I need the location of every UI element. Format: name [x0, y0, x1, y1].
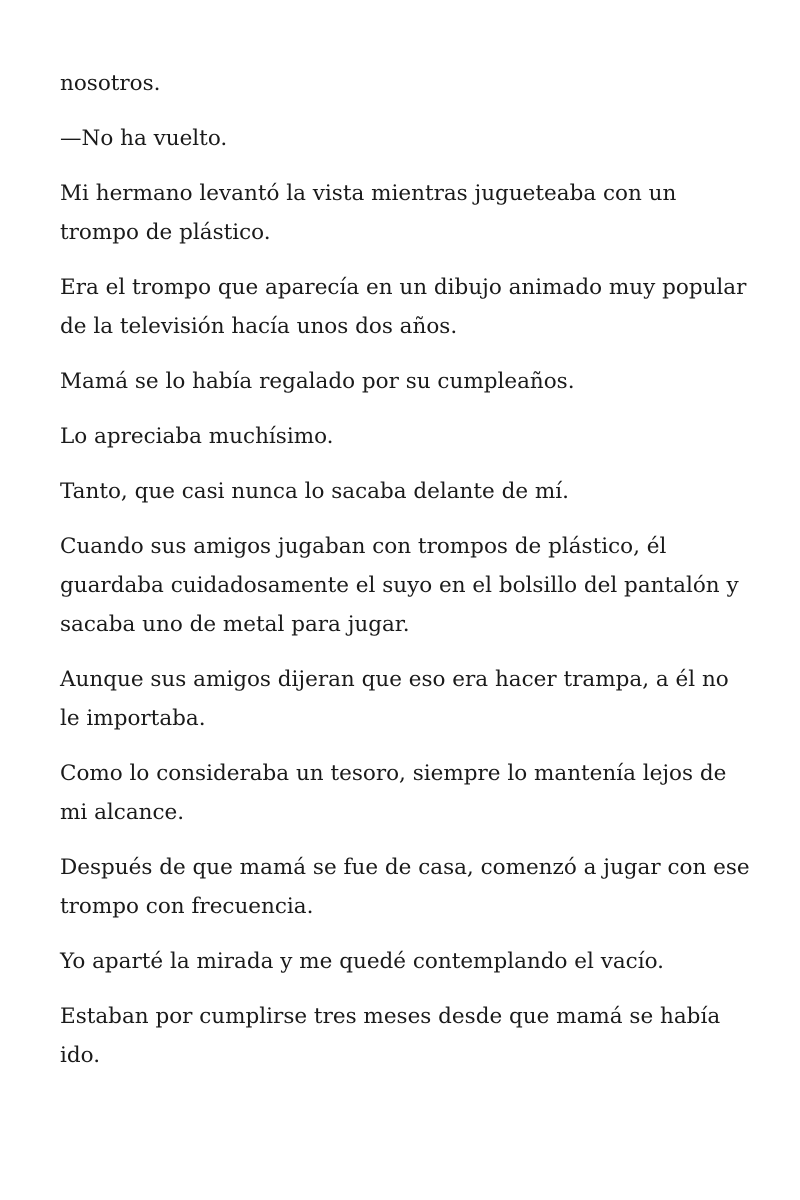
paragraph: Como lo consideraba un tesoro, siempre lo mantenía lejos de mi alcance.	[60, 761, 727, 825]
paragraph: Mi hermano levantó la vista mientras jugueteaba con un trompo de plástico.	[60, 181, 677, 245]
paragraph: Mamá se lo había regalado por su cumpleaños.	[60, 369, 575, 394]
paragraph: —No ha vuelto.	[60, 126, 228, 151]
paragraph: Aunque sus amigos dijeran que eso era hacer trampa, a él no le importaba.	[60, 667, 729, 731]
paragraph: Lo apreciaba muchísimo.	[60, 424, 334, 449]
paragraph: Tanto, que casi nunca lo sacaba delante de mí.	[60, 479, 570, 504]
paragraph: Después de que mamá se fue de casa, comenzó a jugar con ese trompo con frecuencia.	[60, 855, 750, 919]
paragraph: Cuando sus amigos jugaban con trompos de plástico, él guardaba cuidadosamente el suyo en el bolsillo del pantalón y sacaba uno de metal para jugar.	[60, 534, 739, 637]
paragraph: Era el trompo que aparecía en un dibujo animado muy popular de la televisión hacía unos dos años.	[60, 275, 747, 339]
paragraph: nosotros.	[60, 71, 161, 96]
paragraph: Estaban por cumplirse tres meses desde que mamá se había ido.	[60, 1004, 721, 1068]
reader-page	[60, 64, 750, 1091]
paragraph: Yo aparté la mirada y me quedé contemplando el vacío.	[60, 949, 665, 974]
